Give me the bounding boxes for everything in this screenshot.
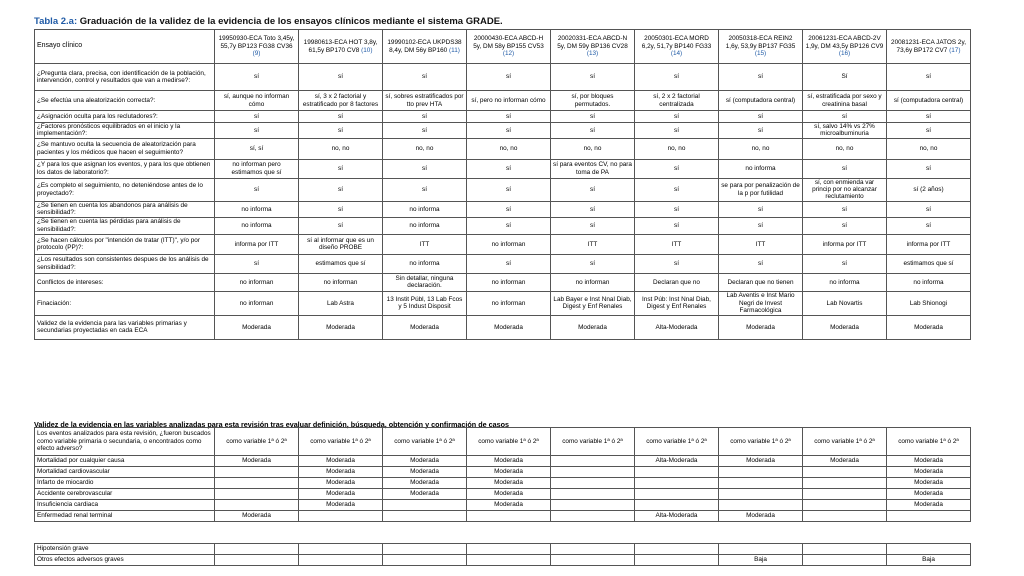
table-row — [35, 138, 971, 159]
row-question: Validez de la evidencia para las variables primarias y secundarias proyectadas en cada ECA — [35, 315, 215, 339]
table-cell: Moderada — [383, 456, 467, 467]
table-row — [35, 511, 971, 522]
table-cell: Moderada — [467, 478, 551, 489]
table-row — [35, 64, 971, 91]
table-cell — [803, 544, 887, 555]
study-label: 20081231-ECA JATOS 2y, 73,6y BP172 CV7 — [891, 39, 966, 54]
table-cell: Moderada — [887, 315, 971, 339]
table-title — [34, 16, 503, 27]
table-cell: Moderada — [887, 489, 971, 500]
table-cell: ITT — [719, 234, 803, 254]
table-cell: no, no — [551, 138, 635, 159]
table-cell: Declaran que no tienen — [719, 273, 803, 291]
table-cell — [803, 511, 887, 522]
table-cell: se para por penalización de la p por futilidad — [719, 178, 803, 201]
table-cell: no, no — [803, 138, 887, 159]
table-cell: sí — [215, 254, 299, 273]
table-cell: sí — [299, 111, 383, 123]
column-header-study — [299, 30, 383, 64]
table-cell: sí — [803, 111, 887, 123]
row-question: ¿Se tienen en cuenta las pérdidas para análisis de sensibilidad?: — [35, 217, 215, 234]
table-cell: sí — [551, 111, 635, 123]
table-cell — [887, 511, 971, 522]
row-question: ¿Los resultados son consistentes despues de los análisis de sensibilidad?: — [35, 254, 215, 273]
table-cell: Moderada — [467, 467, 551, 478]
study-ref: (9) — [252, 50, 261, 58]
table-cell: sí — [803, 217, 887, 234]
table-cell: sí (computadora central) — [719, 91, 803, 111]
table-title-text: Graduación de la validez de la evidencia de los ensayos clínicos mediante el sistema GRADE. — [77, 16, 503, 27]
row-question: ¿Se tienen en cuenta los abandonos para análisis de sensibilidad?: — [35, 201, 215, 217]
table-cell: sí — [719, 123, 803, 139]
table-cell: sí al informar que es un diseño PROBE — [299, 234, 383, 254]
table-cell: Sin detallar, ninguna declaración. — [383, 273, 467, 291]
table-cell: Moderada — [467, 456, 551, 467]
table-cell: sí, aunque no informan cómo — [215, 91, 299, 111]
table-title-label: Tabla 2.a: — [34, 16, 78, 27]
header-row — [35, 30, 971, 64]
table-cell: sí — [887, 111, 971, 123]
column-header-study — [215, 30, 299, 64]
table-cell: sí — [551, 201, 635, 217]
table-cell: sí — [383, 64, 467, 91]
table-cell: como variable 1ª ó 2ª — [635, 428, 719, 456]
table-cell: Moderada — [551, 315, 635, 339]
table-cell: sí — [635, 64, 719, 91]
row-question: ¿Se hacen cálculos por "intención de tratar (ITT)", y/o por protocolo (PP)?: — [35, 234, 215, 254]
table-cell — [719, 489, 803, 500]
table-cell: sí — [803, 159, 887, 178]
table-cell — [719, 544, 803, 555]
table-cell: como variable 1ª ó 2ª — [299, 428, 383, 456]
table-cell — [467, 511, 551, 522]
table-cell — [467, 544, 551, 555]
row-question: ¿Se efectúa una aleatorización correcta?: — [35, 91, 215, 111]
table-cell — [383, 500, 467, 511]
table-cell — [719, 500, 803, 511]
column-header-study — [383, 30, 467, 64]
study-label: 19950930-ECA Toto 3,45y, 55,7y BP123 FG38 CV36 — [218, 35, 295, 50]
table-cell: sí — [467, 178, 551, 201]
table-cell: no, no — [299, 138, 383, 159]
table-cell: Moderada — [215, 511, 299, 522]
table-cell: Moderada — [467, 489, 551, 500]
table-cell: sí — [551, 178, 635, 201]
table-cell: no, no — [887, 138, 971, 159]
table-cell: no informa — [803, 273, 887, 291]
table-cell: como variable 1ª ó 2ª — [551, 428, 635, 456]
table-cell: informa por ITT — [215, 234, 299, 254]
table-cell: no informa — [215, 201, 299, 217]
row-question: ¿Factores pronósticos equilibrados en el inicio y la implementación?: — [35, 123, 215, 139]
table-cell: sí — [299, 201, 383, 217]
row-question: Otros efectos adversos graves — [35, 555, 215, 566]
table-cell: no informan — [299, 273, 383, 291]
column-header-study — [467, 30, 551, 64]
row-question: Accidente cerebrovascular — [35, 489, 215, 500]
row-question: ¿Se mantuvo oculta la secuencia de aleatorización para pacientes y los médicos que hacen el seguimiento? — [35, 138, 215, 159]
table-cell: sí — [299, 178, 383, 201]
study-ref: (17) — [949, 46, 961, 54]
table-cell — [299, 511, 383, 522]
table-cell: Moderada — [383, 467, 467, 478]
table-cell: sí — [215, 111, 299, 123]
table-cell: sí, salvo 14% vs 27% microalbuminuria — [803, 123, 887, 139]
table-cell: sí, 3 x 2 factorial y estratificado por 8 factores — [299, 91, 383, 111]
table-cell — [635, 544, 719, 555]
column-header-trial: Ensayo clínico — [35, 30, 215, 64]
table-cell: sí — [467, 123, 551, 139]
table-cell: no informa — [215, 217, 299, 234]
table-cell: sí — [215, 64, 299, 91]
table-cell: sí (2 años) — [887, 178, 971, 201]
table-cell: Moderada — [719, 315, 803, 339]
row-question: Insuficiencia cardiaca — [35, 500, 215, 511]
table-cell: Moderada — [803, 315, 887, 339]
table-cell: Alta-Moderada — [635, 511, 719, 522]
table-cell: sí — [551, 64, 635, 91]
table-cell: sí — [467, 64, 551, 91]
table-cell: ITT — [551, 234, 635, 254]
table-cell: sí — [887, 64, 971, 91]
table-cell: Baja — [887, 555, 971, 566]
table-row — [35, 467, 971, 478]
study-label: 20061231-ECA ABCD-2V 1,9y, DM 43,5y BP126 CV9 — [805, 35, 884, 50]
table-cell: sí — [887, 159, 971, 178]
study-ref: (10) — [361, 46, 373, 54]
row-question: ¿Y para los que asignan los eventos, y para los que obtienen los datos de laboratorio?: — [35, 159, 215, 178]
study-label: 20050301-ECA MORD 6,2y, 51,7y BP140 FG33 — [641, 35, 712, 50]
table-row — [35, 159, 971, 178]
table-cell: sí, por bloques permutados. — [551, 91, 635, 111]
table-cell — [635, 555, 719, 566]
table-cell: sí — [299, 217, 383, 234]
table-cell — [551, 500, 635, 511]
row-question: Hipotensión grave — [35, 544, 215, 555]
table-cell: Moderada — [803, 456, 887, 467]
table-cell: Lab Shionogi — [887, 291, 971, 315]
table-cell: no informan — [215, 273, 299, 291]
table-cell: Moderada — [299, 500, 383, 511]
table-cell: no informan — [467, 291, 551, 315]
table-cell — [551, 467, 635, 478]
table-cell: Lab Bayer e Inst Nnal Diab, Digest y Enf Renales — [551, 291, 635, 315]
table-cell: Alta-Moderada — [635, 456, 719, 467]
table-cell: sí — [299, 159, 383, 178]
table-row — [35, 111, 971, 123]
table-cell: sí — [635, 178, 719, 201]
table-cell — [215, 489, 299, 500]
table-cell: no informa — [383, 201, 467, 217]
study-ref: (13) — [586, 50, 599, 58]
table-row — [35, 428, 971, 456]
table-cell — [551, 555, 635, 566]
table-cell: sí — [551, 123, 635, 139]
table-cell: sí — [467, 254, 551, 273]
table-cell — [215, 555, 299, 566]
study-ref: (11) — [449, 46, 460, 54]
table-cell — [215, 544, 299, 555]
table-cell — [635, 500, 719, 511]
table-cell — [887, 544, 971, 555]
table-cell: sí — [719, 111, 803, 123]
table-row — [35, 178, 971, 201]
variables-table — [34, 427, 971, 522]
table-row — [35, 315, 971, 339]
table-cell: Moderada — [299, 467, 383, 478]
table-cell: sí, sí — [215, 138, 299, 159]
table-cell: Declaran que no — [635, 273, 719, 291]
table-cell — [383, 555, 467, 566]
table-cell — [551, 489, 635, 500]
table-cell — [803, 489, 887, 500]
column-header-study — [719, 30, 803, 64]
table-cell: sí — [299, 123, 383, 139]
table-cell: informa por ITT — [887, 234, 971, 254]
table-cell: como variable 1ª ó 2ª — [803, 428, 887, 456]
column-header-study — [803, 30, 887, 64]
table-cell — [215, 467, 299, 478]
table-cell: Moderada — [299, 489, 383, 500]
table-cell: no informa — [383, 254, 467, 273]
table-cell: sí — [635, 217, 719, 234]
table-cell: sí — [719, 201, 803, 217]
table-cell: no, no — [719, 138, 803, 159]
table-cell: sí — [551, 217, 635, 234]
table-cell — [803, 555, 887, 566]
table-cell: como variable 1ª ó 2ª — [467, 428, 551, 456]
table-cell: no informa — [887, 273, 971, 291]
table-cell: sí — [719, 64, 803, 91]
table-cell — [467, 555, 551, 566]
table-row — [35, 456, 971, 467]
study-ref: (14) — [670, 50, 683, 58]
table-cell — [215, 500, 299, 511]
row-question: Los eventos analizados para esta revisión, ¿fueron buscados como variable primaria o secundaria, o encontrados como efecto adverso? — [35, 428, 215, 456]
table-cell: no informan — [215, 291, 299, 315]
adverse-table-body — [35, 544, 971, 566]
table-cell: sí, 2 x 2 factorial centralizada — [635, 91, 719, 111]
table-cell: Lab Aventis e Inst Mario Negri de Invest Farmacológica — [719, 291, 803, 315]
table-cell: no informan — [551, 273, 635, 291]
table-row — [35, 234, 971, 254]
table-cell: sí, pero no informan cómo — [467, 91, 551, 111]
table-cell: Moderada — [887, 456, 971, 467]
variables-table-body — [35, 428, 971, 522]
table-cell: Moderada — [467, 315, 551, 339]
table-cell — [551, 456, 635, 467]
table-cell: Moderada — [299, 478, 383, 489]
table-cell — [719, 467, 803, 478]
table-cell: ITT — [383, 234, 467, 254]
study-label: 20020331-ECA ABCD-N 5y, DM 59y BP136 CV28 — [557, 35, 628, 50]
table-cell — [383, 511, 467, 522]
row-question: Finaciación: — [35, 291, 215, 315]
table-row — [35, 254, 971, 273]
table-cell: sí — [803, 254, 887, 273]
table-cell: sí — [467, 217, 551, 234]
section-title: Validez de la evidencia en las variables analizadas para esta revisión tras evaluar definición, búsqueda, obtención y confirmación de casos — [34, 420, 509, 429]
table-cell: sí — [215, 123, 299, 139]
table-cell: sí, sobres estratificados por tto prev HTA — [383, 91, 467, 111]
table-row — [35, 273, 971, 291]
table-cell: sí para eventos CV, no para toma de PA — [551, 159, 635, 178]
row-question: ¿Asignación oculta para los reclutadores?: — [35, 111, 215, 123]
study-ref: (12) — [502, 50, 515, 58]
table-cell: sí — [887, 201, 971, 217]
table-cell — [551, 478, 635, 489]
table-cell — [803, 467, 887, 478]
table-cell — [803, 500, 887, 511]
table-cell — [635, 467, 719, 478]
table-cell: Moderada — [887, 478, 971, 489]
table-cell: sí — [635, 201, 719, 217]
table-cell: Moderada — [215, 456, 299, 467]
table-cell: Alta-Moderada — [635, 315, 719, 339]
table-cell: sí — [467, 111, 551, 123]
table-cell — [299, 544, 383, 555]
table-cell: sí — [299, 64, 383, 91]
column-header-study — [635, 30, 719, 64]
table-cell — [719, 478, 803, 489]
table-row — [35, 555, 971, 566]
table-cell: como variable 1ª ó 2ª — [719, 428, 803, 456]
study-label: 19980613-ECA HOT 3,8y, 61,5y BP170 CV8 — [303, 39, 378, 54]
table-cell: estimamos que sí — [887, 254, 971, 273]
table-row — [35, 291, 971, 315]
table-cell: Moderada — [719, 511, 803, 522]
table-cell — [383, 544, 467, 555]
table-row — [35, 489, 971, 500]
table-cell: no, no — [467, 138, 551, 159]
table-cell: sí — [383, 123, 467, 139]
table-cell: no, no — [635, 138, 719, 159]
row-question: Mortalidad por cualquier causa — [35, 456, 215, 467]
table-cell: Baja — [719, 555, 803, 566]
table-cell — [803, 478, 887, 489]
table-cell: Moderada — [467, 500, 551, 511]
table-cell: sí — [215, 178, 299, 201]
table-cell: no informan pero estimamos que sí — [215, 159, 299, 178]
table-cell: sí — [719, 254, 803, 273]
table-row — [35, 544, 971, 555]
table-cell: sí (computadora central) — [887, 91, 971, 111]
table-row — [35, 478, 971, 489]
table-cell: Moderada — [887, 467, 971, 478]
table-cell: sí — [635, 254, 719, 273]
table-cell: sí — [383, 159, 467, 178]
table-cell: Moderada — [719, 456, 803, 467]
table-cell: sí — [887, 217, 971, 234]
table-cell: informa por ITT — [803, 234, 887, 254]
column-header-study — [551, 30, 635, 64]
study-ref: (15) — [754, 50, 767, 58]
table-cell: no, no — [383, 138, 467, 159]
table-row — [35, 201, 971, 217]
table-cell: ITT — [635, 234, 719, 254]
table-cell: sí — [887, 123, 971, 139]
row-question: ¿Es completo el seguimiento, no deteniéndose antes de lo proyectado?: — [35, 178, 215, 201]
table-cell: Moderada — [383, 489, 467, 500]
table-cell: Moderada — [299, 456, 383, 467]
table-cell — [299, 555, 383, 566]
adverse-table — [34, 543, 971, 566]
column-header-study — [887, 30, 971, 64]
grade-table — [34, 29, 971, 340]
table-cell: sí, con enmienda var princip por no alcanzar reclutamiento — [803, 178, 887, 201]
table-cell: no informa — [719, 159, 803, 178]
table-cell: sí — [803, 201, 887, 217]
table-row — [35, 123, 971, 139]
table-cell: sí — [383, 178, 467, 201]
table-cell: como variable 1ª ó 2ª — [215, 428, 299, 456]
table-cell: Lab Astra — [299, 291, 383, 315]
row-question: Mortalidad cardiovascular — [35, 467, 215, 478]
table-cell — [551, 511, 635, 522]
study-label: 19990102-ECA UKPDS38 8,4y, DM 56y BP160 — [387, 39, 462, 54]
row-question: ¿Pregunta clara, precisa, con identificación de la población, intervención, control y resultados que van a medirse?: — [35, 64, 215, 91]
table-cell — [635, 478, 719, 489]
table-cell: Moderada — [887, 500, 971, 511]
row-question: Conflictos de intereses: — [35, 273, 215, 291]
table-cell: Moderada — [299, 315, 383, 339]
table-cell: sí — [467, 159, 551, 178]
table-cell — [215, 478, 299, 489]
table-cell: Moderada — [383, 478, 467, 489]
table-cell — [551, 544, 635, 555]
row-question: Infarto de miocardio — [35, 478, 215, 489]
row-question: Enfermedad renal terminal — [35, 511, 215, 522]
table-cell: Inst Púb: Inst Nnal Diab, Digest y Enf Renales — [635, 291, 719, 315]
table-cell: no informan — [467, 234, 551, 254]
table-cell: sí — [551, 254, 635, 273]
table-cell: sí — [635, 111, 719, 123]
table-cell: sí — [383, 111, 467, 123]
study-label: 20050318-ECA REIN2 1,6y, 53,9y BP137 FG35 — [725, 35, 796, 50]
table-cell: como variable 1ª ó 2ª — [383, 428, 467, 456]
table-cell: sí — [635, 123, 719, 139]
table-cell: estimamos que sí — [299, 254, 383, 273]
study-ref: (16) — [838, 50, 851, 58]
table-cell: no informan — [467, 273, 551, 291]
table-cell: no informa — [383, 217, 467, 234]
table-cell: sí — [467, 201, 551, 217]
table-cell: sí — [635, 159, 719, 178]
table-row — [35, 217, 971, 234]
table-cell: 13 Instit Públ, 13 Lab Fcos y 5 Indust Disposit — [383, 291, 467, 315]
table-cell: Moderada — [215, 315, 299, 339]
table-row — [35, 91, 971, 111]
table-row — [35, 500, 971, 511]
table-cell: Sí — [803, 64, 887, 91]
table-cell — [635, 489, 719, 500]
table-cell: sí, estratificada por sexo y creatinina basal — [803, 91, 887, 111]
study-label: 20000430-ECA ABCD-H 5y, DM 58y BP155 CV53 — [473, 35, 544, 50]
table-cell: sí — [719, 217, 803, 234]
table-cell: Moderada — [383, 315, 467, 339]
table-cell: Lab Novartis — [803, 291, 887, 315]
table-cell: como variable 1ª ó 2ª — [887, 428, 971, 456]
grade-table-body — [35, 64, 971, 340]
